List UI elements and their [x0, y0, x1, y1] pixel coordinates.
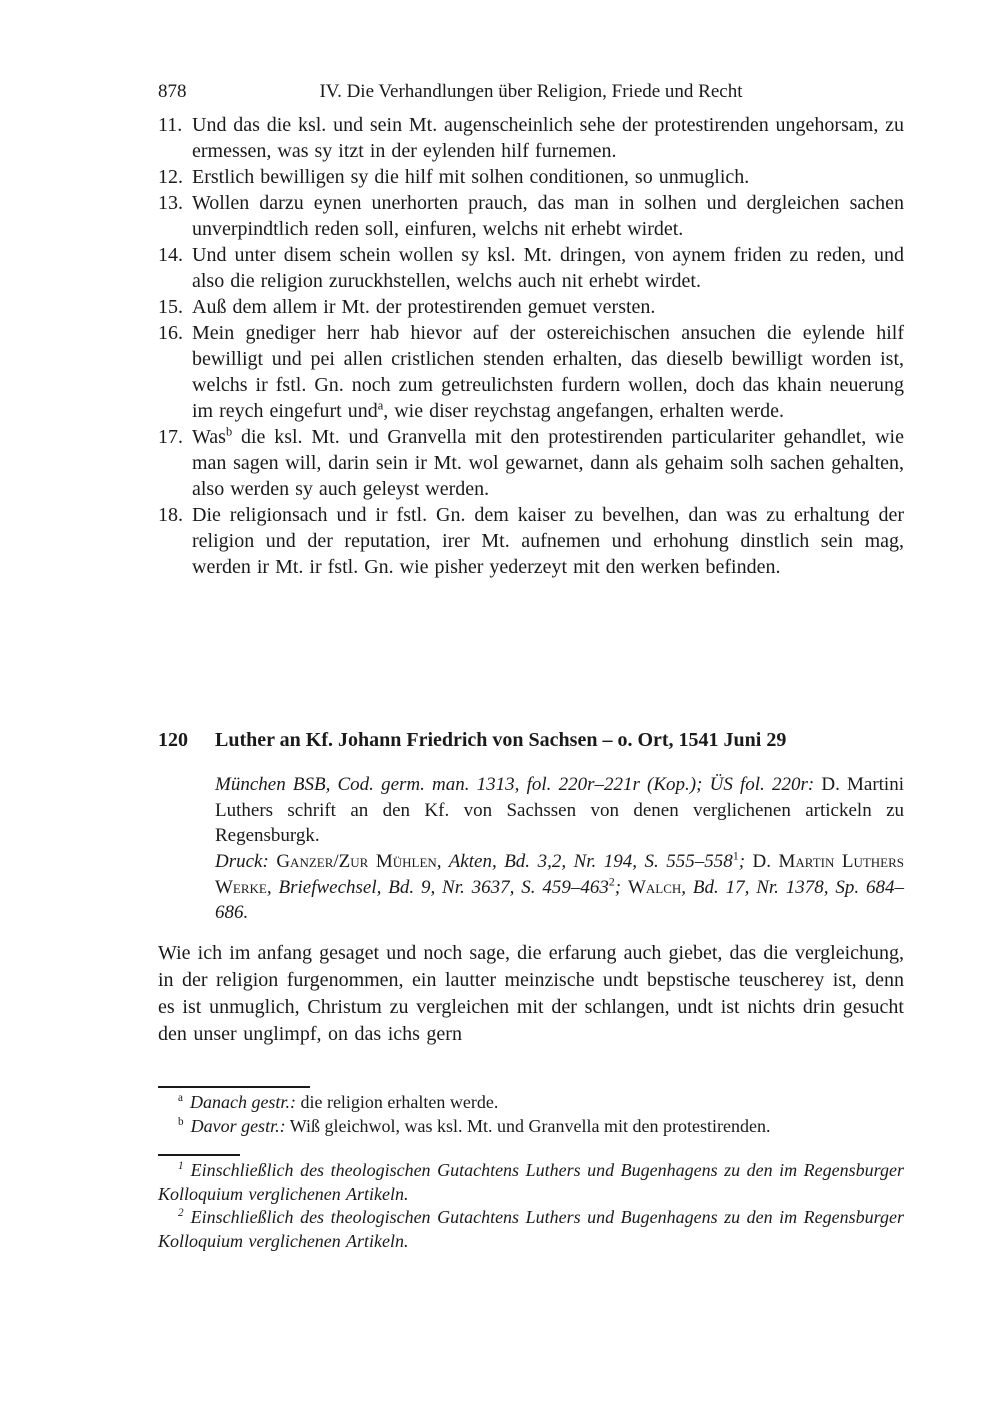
item-text: Auß dem allem ir Mt. der protestirenden gemuet versten. — [192, 296, 656, 318]
item-number: 13. — [158, 192, 183, 214]
page-number: 878 — [158, 81, 187, 102]
item-number: 12. — [158, 166, 183, 188]
item-number: 14. — [158, 244, 183, 266]
item-number: 17. — [158, 426, 183, 448]
author-name: Ganzer/Zur Mühlen — [276, 851, 437, 872]
note-marker: b — [178, 1115, 184, 1128]
apparatus-separator-rule — [158, 1086, 310, 1088]
list-item-18 — [158, 502, 904, 580]
footnote-marker-1: 1 — [732, 849, 739, 863]
list-item-13 — [158, 190, 904, 242]
author-name: D. Martin Luthers Werke — [215, 851, 905, 898]
list-item-16 — [158, 320, 904, 424]
item-number: 18. — [158, 504, 183, 526]
note-text: Wiß gleichwol, was ksl. Mt. und Granvella mit den protestirenden. — [289, 1115, 771, 1136]
author-name: Walch — [627, 876, 682, 898]
footnote-1 — [158, 1159, 904, 1206]
print-reference: Druck: Ganzer/Zur Mühlen, Akten, Bd. 3,2, Nr. 194, S. $555-558^1$; D. Martin Luthers Werke, Briefwechsel, Bd. 9, Nr. 3637, S. $459-463^2$; Walch, Bd. 17, Nr. 1378, Sp. 684–686. — [215, 849, 905, 923]
entry-heading — [158, 727, 904, 754]
footnotes — [158, 1159, 904, 1253]
item-text: Und das die ksl. und sein Mt. augenscheinlich sehe der protestirenden ungehorsam, zu ermessen, was sy itzt in der eylenden hilf furnemen. — [192, 114, 904, 162]
footnote-text: Einschließlich des theologischen Gutachtens Luthers und Bugenhagens zu den im Regensburger Kolloquium verglichenen Artikeln. — [158, 1160, 904, 1204]
note-text: die religion erhalten werde. — [300, 1092, 499, 1112]
item-text: Und unter disem schein wollen sy ksl. Mt. dringen, von aynem friden zu reden, und also die religion zuruckhstellen, welchs auch nit erhebt wirdet. — [192, 244, 904, 292]
note-marker: a — [178, 1092, 183, 1104]
list-item-17 — [158, 424, 904, 502]
page-header — [158, 80, 904, 104]
list-item-11 — [158, 112, 904, 164]
footnote-2 — [158, 1206, 904, 1253]
footnote-marker-2: 2 — [608, 875, 615, 889]
item-number: 16. — [158, 322, 183, 344]
letter-body: Wie ich im anfang gesaget und noch sage, die erfarung auch giebet, das die vergleichung, in der religion furgenommen, ein lautter meinzische undt bepstische teuscherey ist, denn es ist unmuglich, Christum zu vergleichen mit der schlangen, undt ist nichts drin gesucht den unser unglimpf, on das ichs gern — [158, 942, 904, 1045]
item-text: Die religionsach und ir fstl. Gn. dem kaiser zu bevelhen, dan was zu erhaltung der religion und der reputation, irer Mt. aufnemen und erhohung dinstlich sein mag, werden ir Mt. ir fstl. Gn. wie pisher yederzeyt mit den werken befinden. — [192, 504, 904, 578]
list-item-12 — [158, 164, 904, 190]
item-text: Wollen darzu eynen unerhorten prauch, das man in solhen und dergleichen sachen unverpindtlich reden soll, einfuren, welchs nit erhebt wirdet. — [192, 192, 904, 240]
memorandum-item-list — [158, 112, 904, 580]
apparatus-note-b — [158, 1115, 904, 1139]
footnote-separator-rule — [158, 1154, 240, 1156]
item-text: Was$^b$ die ksl. Mt. und Granvella mit den protestirenden particulariter gehandlet, wie man sagen will, darin sein ir Mt. wol gewarnet, dann als gehaim solh sachen gehalten, also werden sy auch geleyst werden. — [192, 424, 904, 500]
apparatus-note-a — [158, 1091, 904, 1115]
druck-label: Druck: — [215, 851, 269, 872]
item-number: 11. — [158, 114, 183, 136]
item-text: Erstlich bewilligen sy die hilf mit solhen conditionen, so unmuglich. — [192, 166, 750, 188]
apparatus-marker-b: b — [225, 424, 233, 439]
apparatus-notes — [158, 1091, 904, 1138]
list-item-15 — [158, 294, 904, 320]
footnote-number: 1 — [178, 1160, 184, 1172]
source-reference — [215, 772, 904, 849]
entry-title: Luther an Kf. Johann Friedrich von Sachsen – o. Ort, 1541 Juni 29 — [215, 729, 787, 751]
footnote-text: Einschließlich des theologischen Gutachtens Luthers und Bugenhagens zu den im Regensburger Kolloquium verglichenen Artikeln. — [158, 1207, 904, 1251]
footnote-number: 2 — [178, 1207, 184, 1219]
apparatus-marker-a: a — [377, 398, 384, 413]
list-item-14 — [158, 242, 904, 294]
item-number: 15. — [158, 296, 183, 318]
manuscript-description: D. Martini Luthers schrift an den Kf. von Sachssen von denen verglichenen artickeln zu Regensburgk. — [215, 774, 904, 846]
manuscript-reference: München BSB, Cod. germ. man. 1313, fol. 220r–221r (Kop.); ÜS fol. 220r: — [215, 774, 815, 795]
item-text: Mein gnediger herr hab hievor auf der ostereichischen ansuchen die eylende hilf bewilligt und pei allen cristlichen stenden erhalten, das dieselb bewilligt worden ist, welchs ir fstl. Gn. noch zum getreulichsten furdern wollen, doch das khain neuerung im reych eingefurt und$^a$, wie diser reychstag angefangen, erhalten werde. — [192, 322, 904, 422]
entry-number: 120 — [158, 729, 188, 751]
note-label: Danach gestr.: — [189, 1092, 296, 1112]
running-head: IV. Die Verhandlungen über Religion, Friede und Recht — [319, 81, 743, 102]
note-label: Davor gestr.: — [190, 1115, 286, 1136]
